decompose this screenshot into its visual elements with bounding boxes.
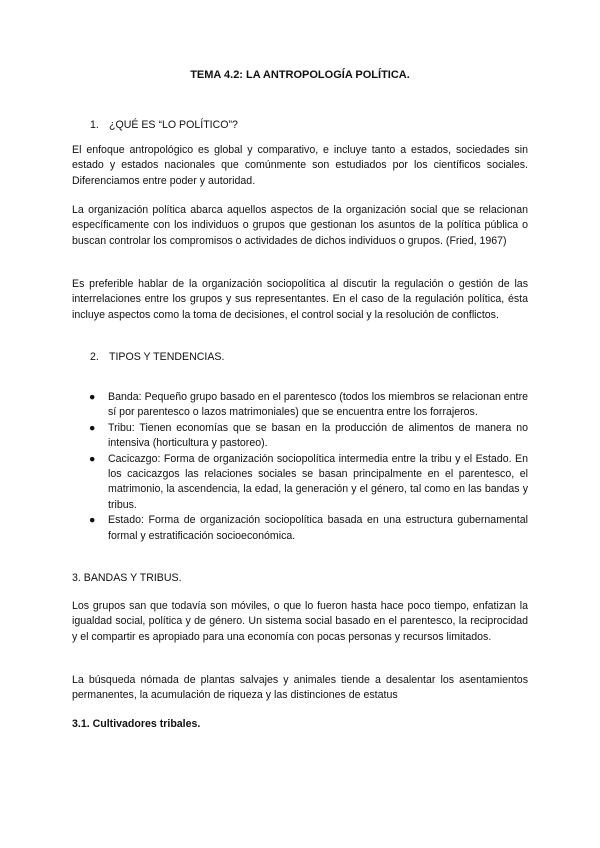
paragraph-busqueda-nomada: La búsqueda nómada de plantas salvajes y animales tiende a desalentar los asentamientos permanentes, la acumulación de riqueza y las distinciones de estatus: [72, 674, 528, 702]
list-item-text: Estado: Forma de organización sociopolítica basada en una estructura gubernamental formal y estratificación socioeconómica.: [108, 514, 528, 542]
bullet-icon: ●: [89, 391, 96, 403]
bullet-icon: ●: [89, 452, 96, 465]
bullet-icon: ●: [89, 421, 96, 434]
list-item-text: Banda: Pequeño grupo basado en el parentesco (todos los miembros se relacionan entre sí por parentesco o lazos matrimoniales) que se encuentra entre los forrajeros.: [108, 391, 528, 419]
section-3-heading: 3. BANDAS Y TRIBUS.: [72, 572, 182, 584]
section-1-number: 1.: [90, 119, 99, 131]
paragraph-enfoque: El enfoque antropológico es global y comparativo, e incluye tanto a estados, sociedades sin estado y estados nacionales que comúnmente son estudiados por los científicos sociales. Diferenciamos entre poder y autoridad.: [72, 144, 528, 187]
types-list: [72, 390, 528, 544]
section-1-title: ¿QUÉ ES “LO POLÍTICO”?: [109, 119, 238, 131]
section-2-title: TIPOS Y TENDENCIAS.: [109, 351, 225, 363]
list-item: [72, 421, 528, 452]
bullet-icon: ●: [89, 514, 96, 527]
list-item-text: Tribu: Tienen economías que se basan en la producción de alimentos de manera no intensiva (horticultura y pastoreo).: [108, 421, 528, 450]
section-2-number: 2.: [90, 351, 99, 363]
list-item-text: Cacicazgo: Forma de organización sociopolítica intermedia entre la tribu y el Estado. En los cacicazgos las relaciones sociales se basan principalmente en el parentesco, el matrimonio, la ascendencia, la edad, la generación y el género, tal como en las bandas y tribus.: [108, 452, 528, 511]
document-title: TEMA 4.2: LA ANTROPOLOGÍA POLÍTICA.: [190, 69, 410, 81]
paragraph-sociopolitica: Es preferible hablar de la organización sociopolítica al discutir la regulación o gestión de las interrelaciones entre los grupos y sus representantes. En el caso de la regulación política, ésta incluye aspectos como la toma de decisiones, el control social y la resolución de conflictos.: [72, 278, 528, 321]
list-item: [72, 452, 528, 514]
subsection-heading: 3.1. Cultivadores tribales.: [72, 718, 201, 730]
list-item: [72, 513, 528, 544]
paragraph-organizacion-politica: La organización política abarca aquellos aspectos de la organización social que se relacionan específicamente con los individuos o grupos que gestionan los asuntos de la política pública o buscan controlar los compromisos o actividades de dichos individuos o grupos. (Fried, 1967): [72, 204, 528, 247]
paragraph-grupos-san: Los grupos san que todavía son móviles, o que lo fueron hasta hace poco tiempo, enfatizan la igualdad social, política y de género. Un sistema social basado en el parentesco, la reciprocidad y el compartir es apropiado para una economía con pocas personas y recursos limitados.: [72, 600, 528, 643]
list-item: [72, 390, 528, 421]
